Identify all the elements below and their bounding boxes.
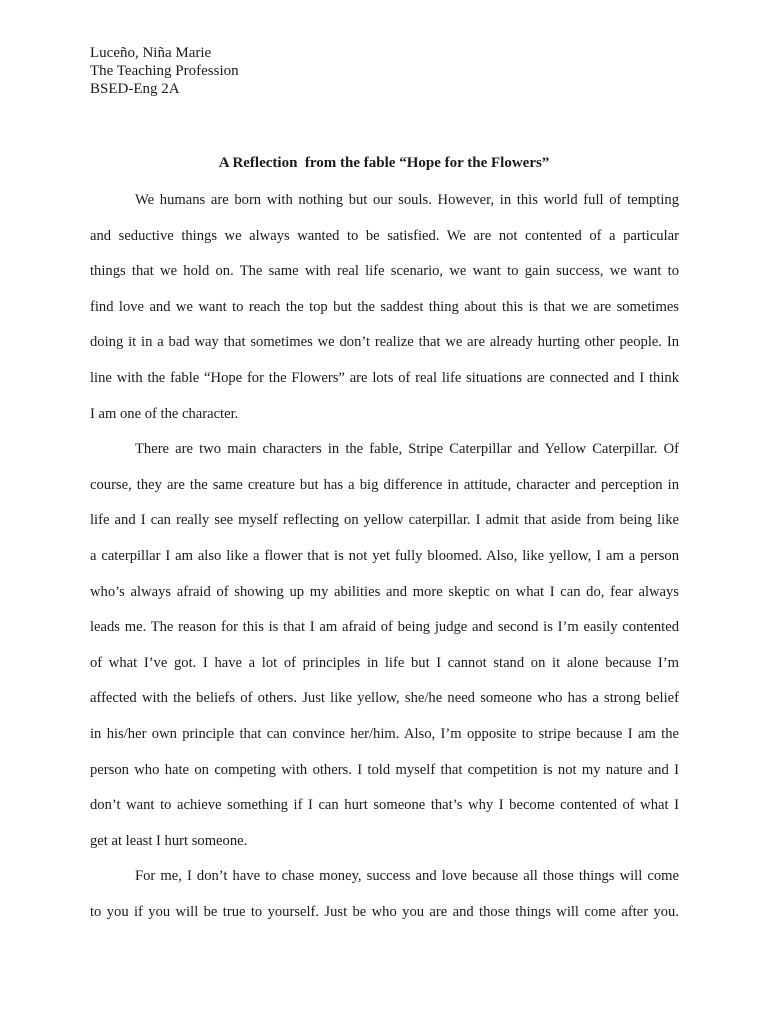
- essay-line: find love and we want to reach the top but the saddest thing about this is that we are sometimes: [90, 298, 679, 315]
- essay-line: leads me. The reason for this is that I am afraid of being judge and second is I’m easily contented: [90, 619, 679, 636]
- essay-line: affected with the beliefs of others. Just like yellow, she/he need someone who has a strong belief: [90, 690, 679, 707]
- section-name: BSED-Eng 2A: [90, 81, 180, 97]
- essay-line: to you if you will be true to yourself. Just be who you are and those things will come after you.: [90, 903, 679, 920]
- essay-line: course, they are the same creature but has a big difference in attitude, character and perception in: [90, 476, 679, 493]
- essay-body: [90, 188, 679, 935]
- essay-line: For me, I don’t have to chase money, success and love because all those things will come: [135, 868, 679, 885]
- essay-line: I am one of the character.: [90, 405, 239, 422]
- essay-line: who’s always afraid of showing up my abilities and more skeptic on what I can do, fear always: [90, 583, 679, 600]
- essay-line: don’t want to achieve something if I can hurt someone that’s why I become contented of what I: [90, 797, 679, 814]
- essay-title: A Reflection from the fable “Hope for the Flowers”: [218, 155, 550, 171]
- essay-line: in his/her own principle that can convince her/him. Also, I’m opposite to stripe because I am the: [90, 725, 679, 742]
- essay-line: There are two main characters in the fable, Stripe Caterpillar and Yellow Caterpillar. Of: [135, 441, 679, 458]
- essay-line: line with the fable “Hope for the Flowers” are lots of real life situations are connected and I think: [90, 369, 679, 386]
- author-header: [90, 44, 239, 98]
- essay-line: doing it in a bad way that sometimes we don’t realize that we are already hurting other people. In: [90, 334, 679, 351]
- essay-line: We humans are born with nothing but our souls. However, in this world full of tempting: [135, 192, 679, 208]
- essay-line: a caterpillar I am also like a flower that is not yet fully bloomed. Also, like yellow, I am a person: [90, 547, 679, 564]
- essay-line: things that we hold on. The same with real life scenario, we want to gain success, we want to: [90, 263, 679, 280]
- essay-line: life and I can really see myself reflecting on yellow caterpillar. I admit that aside from being like: [90, 512, 679, 529]
- essay-line: of what I’ve got. I have a lot of principles in life but I cannot stand on it alone because I’m: [90, 654, 679, 671]
- course-name: The Teaching Profession: [90, 63, 239, 79]
- essay-line: and seductive things we always wanted to be satisfied. We are not contented of a particular: [90, 227, 679, 244]
- author-name: Luceño, Niña Marie: [90, 45, 212, 61]
- essay-line: person who hate on competing with others. I told myself that competition is not my nature and I: [90, 761, 679, 778]
- essay-line: get at least I hurt someone.: [90, 832, 248, 849]
